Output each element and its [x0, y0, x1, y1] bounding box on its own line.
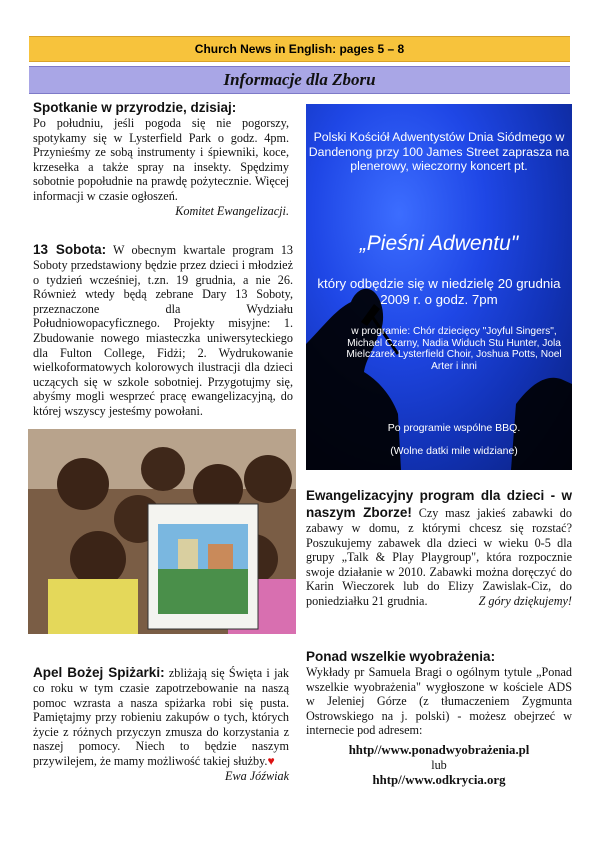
poster-intro: Polski Kościół Adwentystów Dnia Siódmego w Dandenong przy 100 James Street zaprasza na plenerowy, wieczorny koncert pt.: [308, 130, 570, 173]
article-nature-meeting: [33, 99, 289, 218]
poster-date: który odbędzie się w niedzielę 20 grudnia 2009 r. o godz. 7pm: [317, 276, 561, 307]
article-pantry: [33, 664, 289, 783]
url-link-2[interactable]: hhtp//www.odkrycia.org: [372, 772, 506, 787]
article-heading: 13 Sobota:: [33, 242, 107, 257]
children-photo: [28, 429, 296, 634]
article-heading: Spotkanie w przyrodzie, dzisiaj:: [33, 100, 237, 115]
article-13-sabbath: [33, 241, 293, 419]
section-title: Informacje dla Zboru: [29, 66, 570, 94]
article-body: Po południu, jeśli pogoda się nie pogorszy, spotykamy się w Lysterfield Park o godz. 4pm. Przynieśmy ze sobą instrumenty i śpiewniki, koce, krzesełka a także spray na insekty. Spędzimy sobotnie popołudnie na prawdę pożytecznie. Więcej informacji w czasie ogłoszeń.: [33, 116, 289, 203]
article-evangelism: [306, 487, 572, 609]
url-separator: lub: [431, 757, 447, 772]
article-heading: Apel Bożej Spiżarki:: [33, 665, 165, 680]
article-beyond-imagination: [306, 648, 572, 788]
article-body: zbliżają się Święta i jak co roku w tym czasie zapotrzebowanie na naszą pomoc wzrasta a nasza spiżarka robi się pusta. Pamiętajmy przy robieniu zakupów o tych, których życie z różnych przyczyn zmusza do korzystania z naszej pomocy. Niech to będzie naszym przywilejem, że mamy możliwość takiej służby.: [33, 666, 289, 768]
poster-bbq: Po programie wspólne BBQ.: [387, 422, 521, 434]
poster-program: w programie: Chór dziecięcy "Joyful Singers", Michael Czarny, Nadia Widuch Stu Hunter, Jola Mielczarek Lysterfield Choir, Joshua Potts, Noel Arter i inni: [346, 326, 562, 372]
article-signature: Ewa Jóźwiak: [225, 768, 289, 783]
poster-title: „Pieśni Adwentu": [359, 232, 519, 255]
church-news-banner: Church News in English: pages 5 – 8: [29, 36, 570, 62]
article-heading: Ewangelizacyjny program dla dzieci - w naszym Zborze!: [306, 488, 572, 520]
url-link-1[interactable]: hhtp//www.ponadwyobrażenia.pl: [348, 742, 530, 757]
article-body: W obecnym kwartale program 13 Soboty przedstawiony będzie przez dzieci i młodzież o tydzień wcześniej, t.zn. 19 grudnia, a nie 26. Również wtedy będą zebrane Dary 13 Soboty, przeznaczone dla Wydziału Południowopacyficznego. Projekty misyjne: 1. Zbudowanie nowego miasteczka uniwersyteckiego dla Fulton College, Fidżi; 2. Wydrukowanie wielkoformatowych kolorowych ilustracji dla dzieci uczących się w szkole sobotniej. Przygotujmy się, abyśmy mogli wesprzeć pracę ewangelizacyjną, do której wszyscy jesteśmy powołani.: [33, 243, 294, 418]
article-heading: Ponad wszelkie wyobrażenia:: [306, 649, 496, 664]
poster-donations: (Wolne datki mile widziane): [390, 445, 518, 457]
article-signature: Komitet Ewangelizacji.: [175, 203, 289, 218]
heart-icon: ♥: [267, 753, 275, 768]
article-signature: Z góry dziękujemy!: [478, 593, 572, 608]
concert-poster: [306, 104, 572, 470]
article-body: Wykłady pr Samuela Bragi o ogólnym tytule „Ponad wszelkie wyobrażenia" wygłoszone w kościele ADS w Jeleniej Górze (z tłumaczeniem Zygmunta Ostrowskiego na j. polski) - możesz obejrzeć w internecie pod adresem:: [306, 665, 572, 738]
article-body: Czy masz jakieś zabawki do zabawy w domu, z którymi chcesz się rozstać? Poszukujemy zabawek dla dzieci w wieku 0-5 dla grupy „Talk & Play Playgroup", która rozpocznie swoje działanie w 2010. Zabawki można doręczyć do Karin Wieczorek lub do Elizy Zawislak-Ciz, do poniedziałku 21 grudnia.: [306, 506, 572, 608]
